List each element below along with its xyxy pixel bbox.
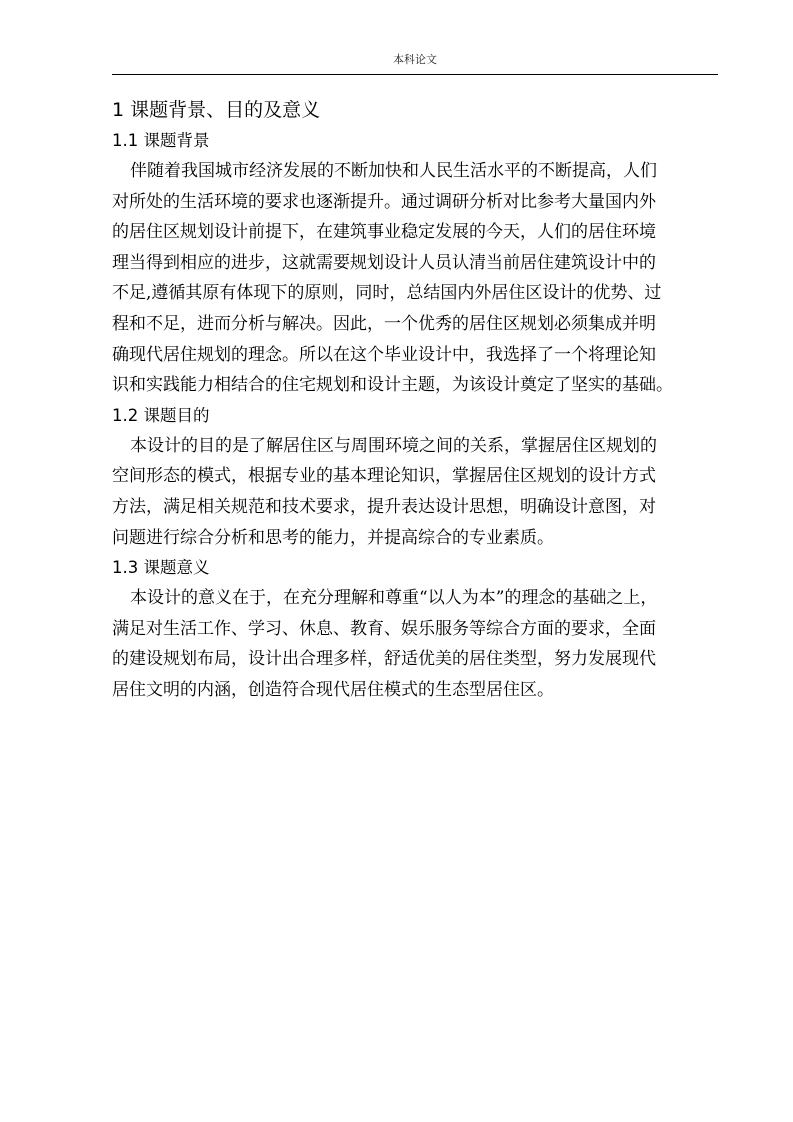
text-line: 识和实践能力相结合的住宅规划和设计主题，为该设计奠定了坚实的基础。 (112, 375, 673, 396)
text-line: 本设计的意义在于，在充分理解和尊重“以人为本”的理念的基础之上， (130, 588, 658, 609)
text-line: 的建设规划布局，设计出合理多样，舒适优美的居住类型，努力发展现代 (112, 649, 656, 670)
text-line: 方法，满足相关规范和技术要求，提升表达设计思想，明确设计意图，对 (112, 496, 656, 517)
paragraph-background (112, 156, 724, 401)
text-line: 居住文明的内涵，创造符合现代居住模式的生态型居住区。 (112, 679, 554, 700)
page-body (112, 94, 724, 706)
text-line: 程和不足，进而分析与解决。因此，一个优秀的居住区规划必须集成并明 (112, 313, 656, 334)
text-line: 伴随着我国城市经济发展的不断加快和人民生活水平的不断提高，人们 (130, 161, 657, 181)
text-line: 确现代居住规划的理念。所以在这个毕业设计中，我选择了一个将理论知 (112, 344, 656, 365)
text-line: 本设计的目的是了解居住区与周围环境之间的关系，掌握居住区规划的 (130, 435, 657, 456)
section-heading-purpose: 1.2 课题目的 (112, 405, 210, 425)
section-heading-significance: 1.3 课题意义 (112, 558, 210, 578)
chapter-heading: 1 课题背景、目的及意义 (112, 99, 321, 121)
section-heading-background: 1.1 课题背景 (112, 131, 210, 150)
paragraph-purpose (112, 431, 724, 553)
paragraph-significance (112, 583, 724, 705)
text-line: 不足,遵循其原有体现下的原则，同时，总结国内外居住区设计的优势、过 (112, 283, 662, 304)
header-rule (112, 74, 718, 75)
text-line: 问题进行综合分析和思考的能力，并提高综合的专业素质。 (112, 527, 554, 548)
running-header: 本科论文 (393, 53, 437, 66)
text-line: 满足对生活工作、学习、休息、教育、娱乐服务等综合方面的要求，全面 (112, 618, 656, 639)
text-line: 对所处的生活环境的要求也逐渐提升。通过调研分析对比参考大量国内外 (112, 191, 656, 212)
text-line: 的居住区规划设计前提下，在建筑事业稳定发展的今天，人们的居住环境 (112, 222, 656, 243)
text-line: 空间形态的模式，根据专业的基本理论知识，掌握居住区规划的设计方式 (112, 466, 656, 487)
text-line: 理当得到相应的进步，这就需要规划设计人员认清当前居住建筑设计中的 (112, 252, 656, 273)
